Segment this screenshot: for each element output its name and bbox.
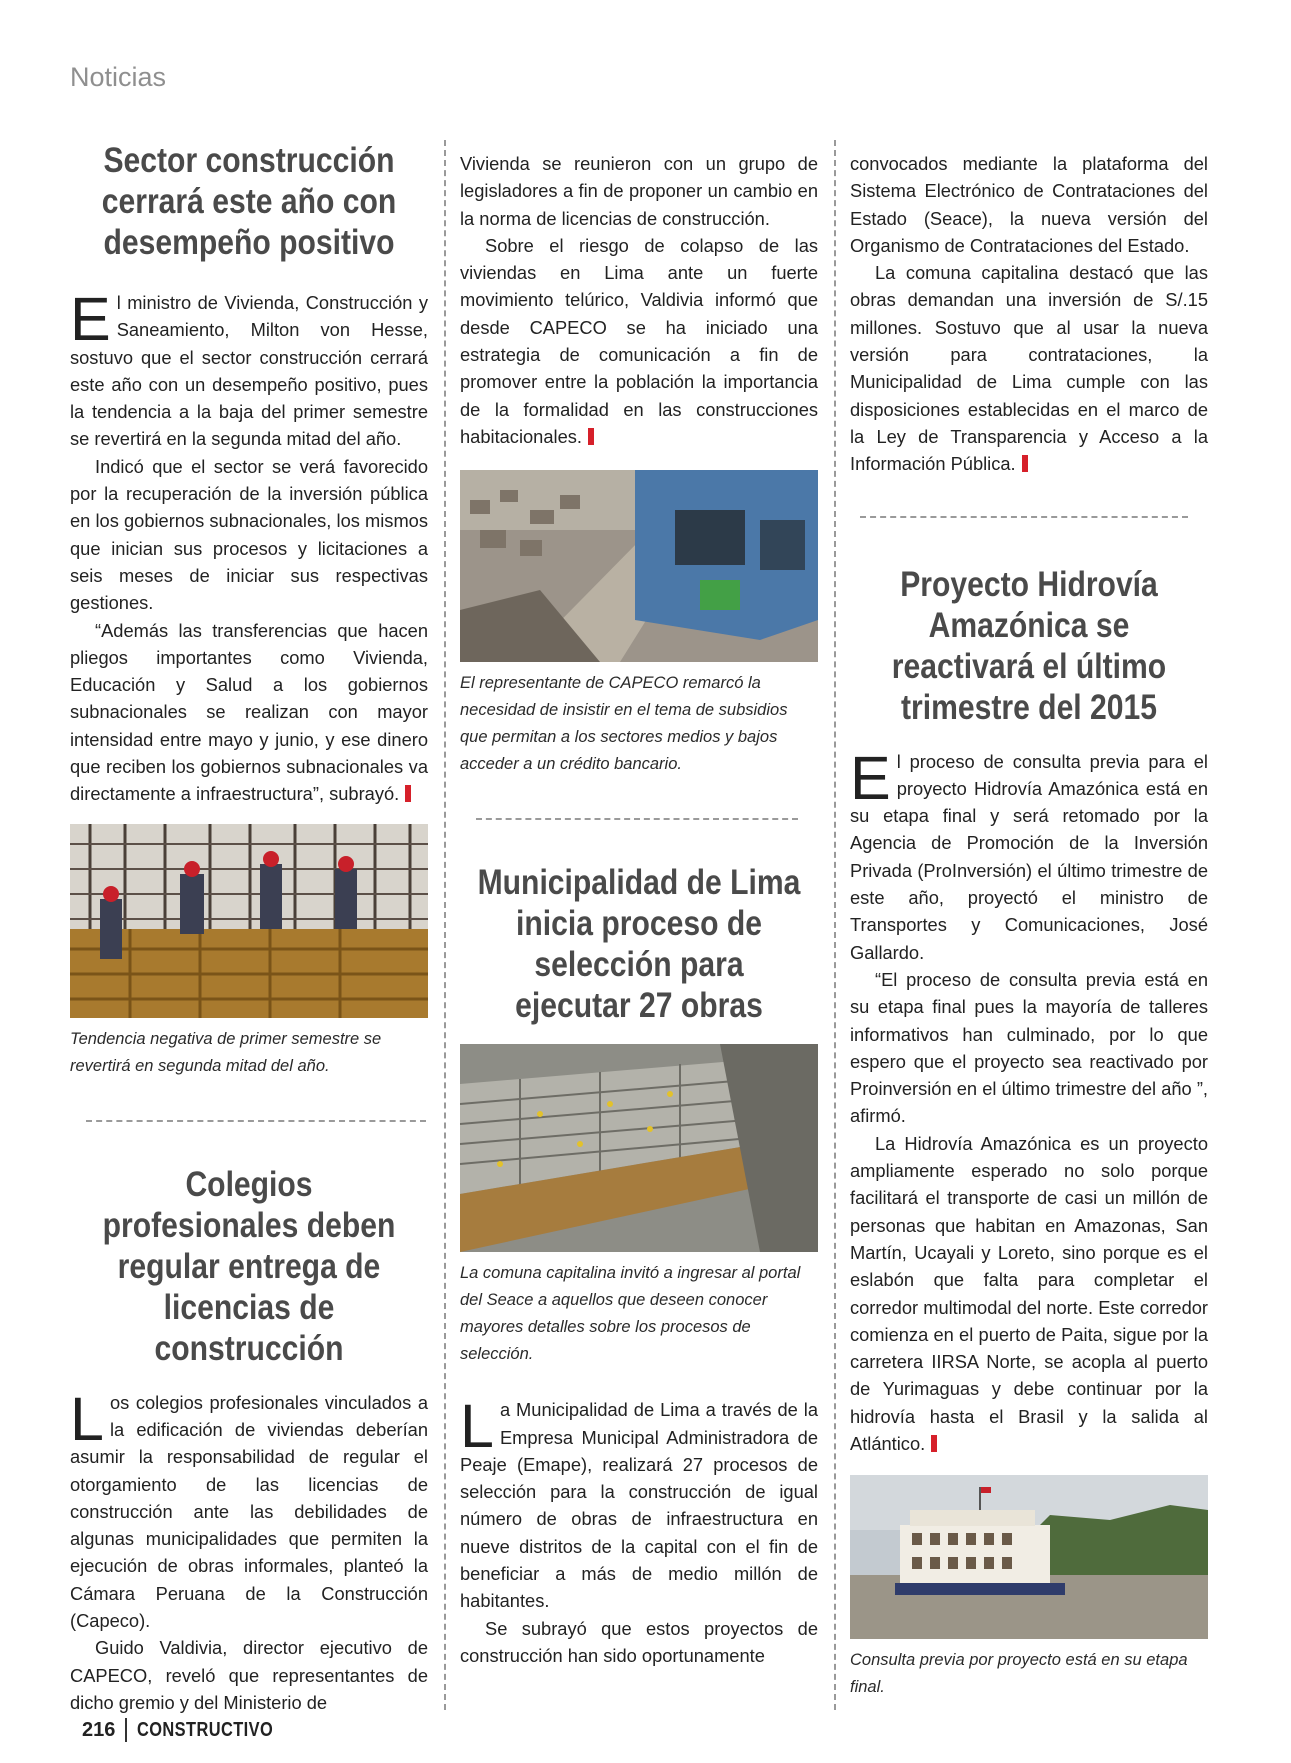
column-separator	[444, 140, 446, 1710]
column-2	[460, 150, 818, 1669]
article-title-amazon-waterway: Proyecto Hidrovía Amazónica se reactivará el último trimestre del 2015	[891, 564, 1167, 727]
magazine-name: CONSTRUCTIVO	[137, 1718, 274, 1741]
end-mark-icon	[1022, 455, 1028, 472]
article-title-lima-municipality: Municipalidad de Lima inicia proceso de selección para ejecutar 27 obras	[477, 863, 801, 1026]
column-separator	[834, 140, 836, 1710]
photo-caption: Tendencia negativa de primer semestre se revertirá en segunda mitad del año.	[70, 1029, 382, 1075]
photo-caption: Consulta previa por proyecto está en su etapa final.	[850, 1651, 1188, 1697]
article-separator	[860, 516, 1188, 518]
article-body-lima-municipality	[460, 1392, 818, 1669]
end-mark-icon	[931, 1435, 937, 1452]
dropcap: E	[70, 285, 111, 353]
paragraph: Sobre el riesgo de colapso de las viviendas en Lima ante un fuerte movimiento telúrico, Valdivia informó que desde CAPECO se ha iniciado una estrategia de comunicación a fin de promover entre la población la importancia de la formalidad en las construcciones habitacionales.	[460, 234, 818, 447]
end-mark-icon	[588, 428, 594, 445]
end-mark-icon	[405, 785, 411, 802]
paragraph: convocados mediante la plataforma del Sistema Electrónico de Contrataciones del Estado (Seace), la nueva versión del Organismo de Contrataciones del Estado.	[850, 153, 1208, 256]
article-body-lima-municipality-continued	[850, 150, 1208, 478]
page-footer	[82, 1718, 303, 1742]
photo-caption: La comuna capitalina invitó a ingresar al portal del Seace a aquellos que deseen conocer mayores detalles sobre los procesos de selección.	[460, 1264, 801, 1364]
article-body-amazon-waterway	[850, 743, 1208, 1458]
article-body-professional-colleges-continued	[460, 150, 818, 450]
dropcap: L	[70, 1384, 104, 1453]
paragraph: Se subrayó que estos proyectos de construcción han sido oportunamente	[460, 1617, 818, 1666]
paragraph: Vivienda se reunieron con un grupo de legisladores a fin de proponer un cambio en la norma de licencias de construcción.	[460, 153, 818, 229]
article-separator	[476, 818, 798, 820]
photo-hillside-houses	[460, 470, 818, 662]
paragraph: l ministro de Vivienda, Construcción y Saneamiento, Milton von Hesse, sostuvo que el sector construcción cerrará este año con un desempeño positivo, pues la tendencia a la baja del primer semestre se revertirá en la segunda mitad del año.	[70, 292, 428, 450]
page-number: 216	[82, 1718, 116, 1741]
photo-river-boat	[850, 1475, 1208, 1639]
paragraph: “Además las transferencias que hacen pliegos importantes como Vivienda, Educación y Salud a los gobiernos subnacionales se realizan con mayor intensidad entre mayo y junio, y ese dinero que reciben los gobiernos subnacionales va directamente a infraestructura”, subrayó.	[70, 619, 428, 805]
paragraph: Guido Valdivia, director ejecutivo de CAPECO, reveló que representantes de dicho gremio y del Ministerio de	[70, 1637, 428, 1713]
dropcap: L	[460, 1392, 494, 1461]
article-separator	[86, 1120, 426, 1122]
photo-caption: El representante de CAPECO remarcó la necesidad de insistir en el tema de subsidios que permitan a los sectores medios y bajos acceder a un crédito bancario.	[460, 674, 788, 774]
column-1	[70, 140, 428, 1716]
section-label: Noticias	[70, 62, 167, 92]
footer-divider	[125, 1718, 127, 1742]
paragraph: l proceso de consulta previa para el proyecto Hidrovía Amazónica está en su etapa final y será retomado por la Agencia de Promoción de la Inversión Privada (ProInversión) el último trimestre de este año, proyectó el ministro de Transportes y Comunicaciones, José Gallardo.	[850, 750, 1208, 963]
photo-workers-scaffold	[70, 824, 428, 1018]
article-body-construction-sector	[70, 285, 428, 808]
paragraph: “El proceso de consulta previa está en su etapa final pues la mayoría de talleres informativos han culminado, por lo que espero que el proyecto sea reactivado por Proinversión en el último trimestre del año ”, afirmó.	[850, 968, 1208, 1127]
paragraph: os colegios profesionales vinculados a la edificación de viviendas deberían asumir la responsabilidad de regular el otorgamiento de las licencias de construcción ante las debilidades de algunas municipalidades que permiten la ejecución de obras informales, planteó la Cámara Peruana de la Construcción (Capeco).	[70, 1391, 428, 1632]
photo-construction-site	[460, 1044, 818, 1252]
paragraph: La Hidrovía Amazónica es un proyecto ampliamente esperado no solo porque facilitará el transporte de casi un millón de personas que habitan en Amazonas, San Martín, Ucayali y Loreto, sino porque es el eslabón que falta para completar el corredor multimodal del norte. Este corredor comienza en el puerto de Paita, sigue por la carretera IIRSA Norte, se acopla al puerto de Yurimaguas y debe continuar por la hidrovía hasta el Brasil y la salida al Atlántico.	[850, 1132, 1208, 1454]
column-3	[850, 150, 1208, 1701]
paragraph: a Municipalidad de Lima a través de la Empresa Municipal Administradora de Peaje (Emape), realizará 27 procesos de selección para la construcción de igual número de obras de infraestructura en nueve distritos de la capital con el fin de beneficiar a más de medio millón de habitantes.	[460, 1399, 818, 1612]
paragraph: La comuna capitalina destacó que las obras demandan una inversión de S/.15 millones. Sostuvo que al usar la nueva versión para contrataciones, la Municipalidad de Lima cumple con las disposiciones establecidas en el marco de la Ley de Transparencia y Acceso a la Información Pública.	[850, 262, 1208, 475]
article-body-professional-colleges	[70, 1384, 428, 1717]
article-title-construction-sector: Sector construcción cerrará este año con desempeño positivo	[101, 141, 397, 262]
article-title-professional-colleges: Colegios profesionales deben regular entrega de licencias de construcción	[102, 1164, 396, 1368]
paragraph: Indicó que el sector se verá favorecido por la recuperación de la inversión pública en los gobiernos subnacionales, los mismos que inician sus procesos y licitaciones a seis meses de iniciar sus respectivas gestiones.	[70, 455, 428, 614]
dropcap: E	[850, 743, 891, 812]
